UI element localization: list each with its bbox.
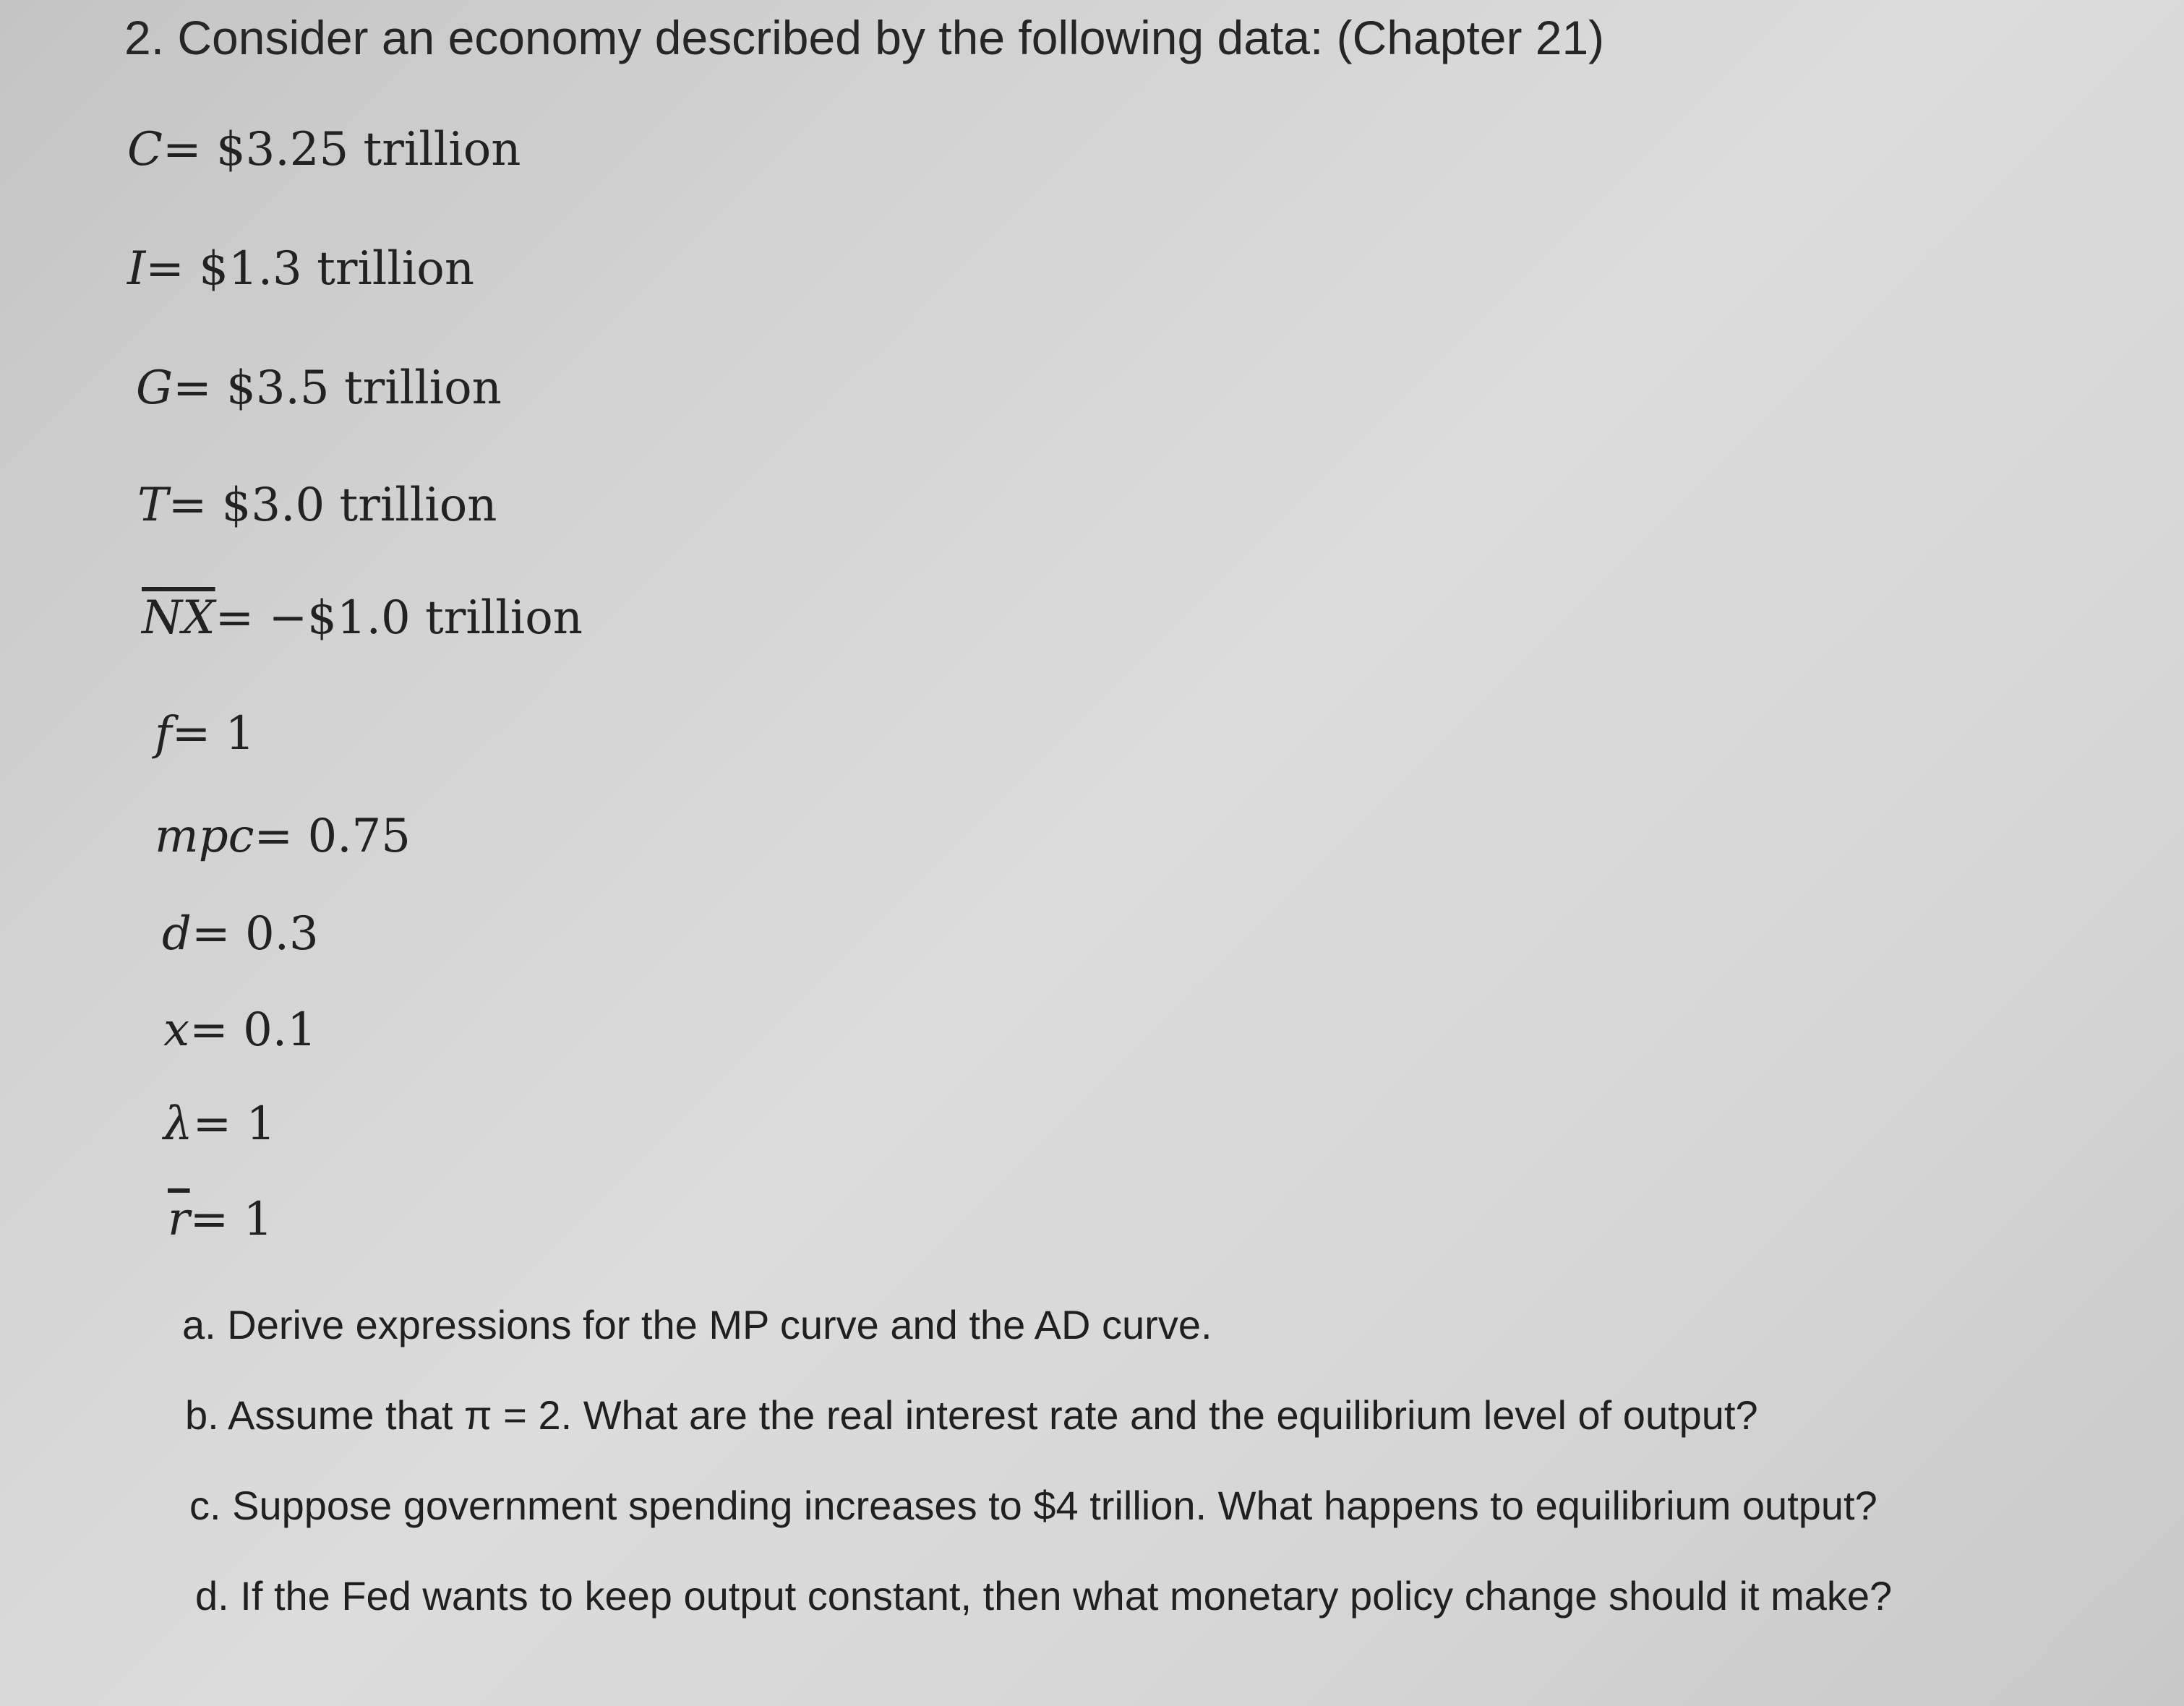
variable-d <box>162 907 319 961</box>
variable-x <box>163 1003 317 1057</box>
variable-value: = $1.3 trillion <box>145 242 475 296</box>
question-b: b. Assume that π = 2. What are the real interest rate and the equilibrium level of output? <box>185 1392 1758 1438</box>
variable-symbol: $\overline{r}$ <box>168 1193 190 1246</box>
variable-value: = 0.1 <box>189 1003 317 1057</box>
variable-value: = $3.5 trillion <box>173 361 502 415</box>
variable-symbol: f <box>155 707 172 760</box>
variable-c <box>127 123 521 176</box>
variable-value: = 0.3 <box>191 907 319 961</box>
variable-value: = 1 <box>189 1193 273 1246</box>
variable-nx <box>142 591 583 645</box>
variable-lambda <box>163 1097 275 1151</box>
variable-symbol: $\overline{NX}$ <box>142 591 215 645</box>
variable-g <box>136 361 502 415</box>
variable-value: = 1 <box>192 1097 276 1151</box>
variable-symbol: d <box>162 907 192 961</box>
variable-mpc <box>155 810 411 863</box>
variable-f <box>155 707 254 760</box>
variable-symbol: x <box>163 1003 190 1057</box>
variable-value: = 0.75 <box>254 810 411 863</box>
variable-symbol: λ <box>163 1097 193 1151</box>
variable-symbol: T <box>137 479 168 532</box>
variable-symbol: mpc <box>155 810 254 863</box>
question-title: 2. Consider an economy described by the following data: (Chapter 21) <box>124 11 1605 64</box>
variable-value: = 1 <box>171 707 255 760</box>
variable-symbol: I <box>127 242 146 296</box>
variable-symbol: C <box>127 123 163 176</box>
variable-i <box>127 242 474 296</box>
variable-value: = $3.25 trillion <box>162 123 521 176</box>
variable-value: = $3.0 trillion <box>168 479 497 532</box>
question-c: c. Suppose government spending increases to $4 trillion. What happens to equilibrium output? <box>189 1483 1877 1528</box>
question-a: a. Derive expressions for the MP curve and the AD curve. <box>182 1302 1212 1347</box>
variable-t <box>137 479 497 532</box>
variable-r-bar <box>168 1193 273 1246</box>
variable-value: = −$1.0 trillion <box>215 591 583 645</box>
question-d: d. If the Fed wants to keep output constant, then what monetary policy change should it make? <box>195 1573 1893 1619</box>
variable-symbol: G <box>136 361 174 415</box>
